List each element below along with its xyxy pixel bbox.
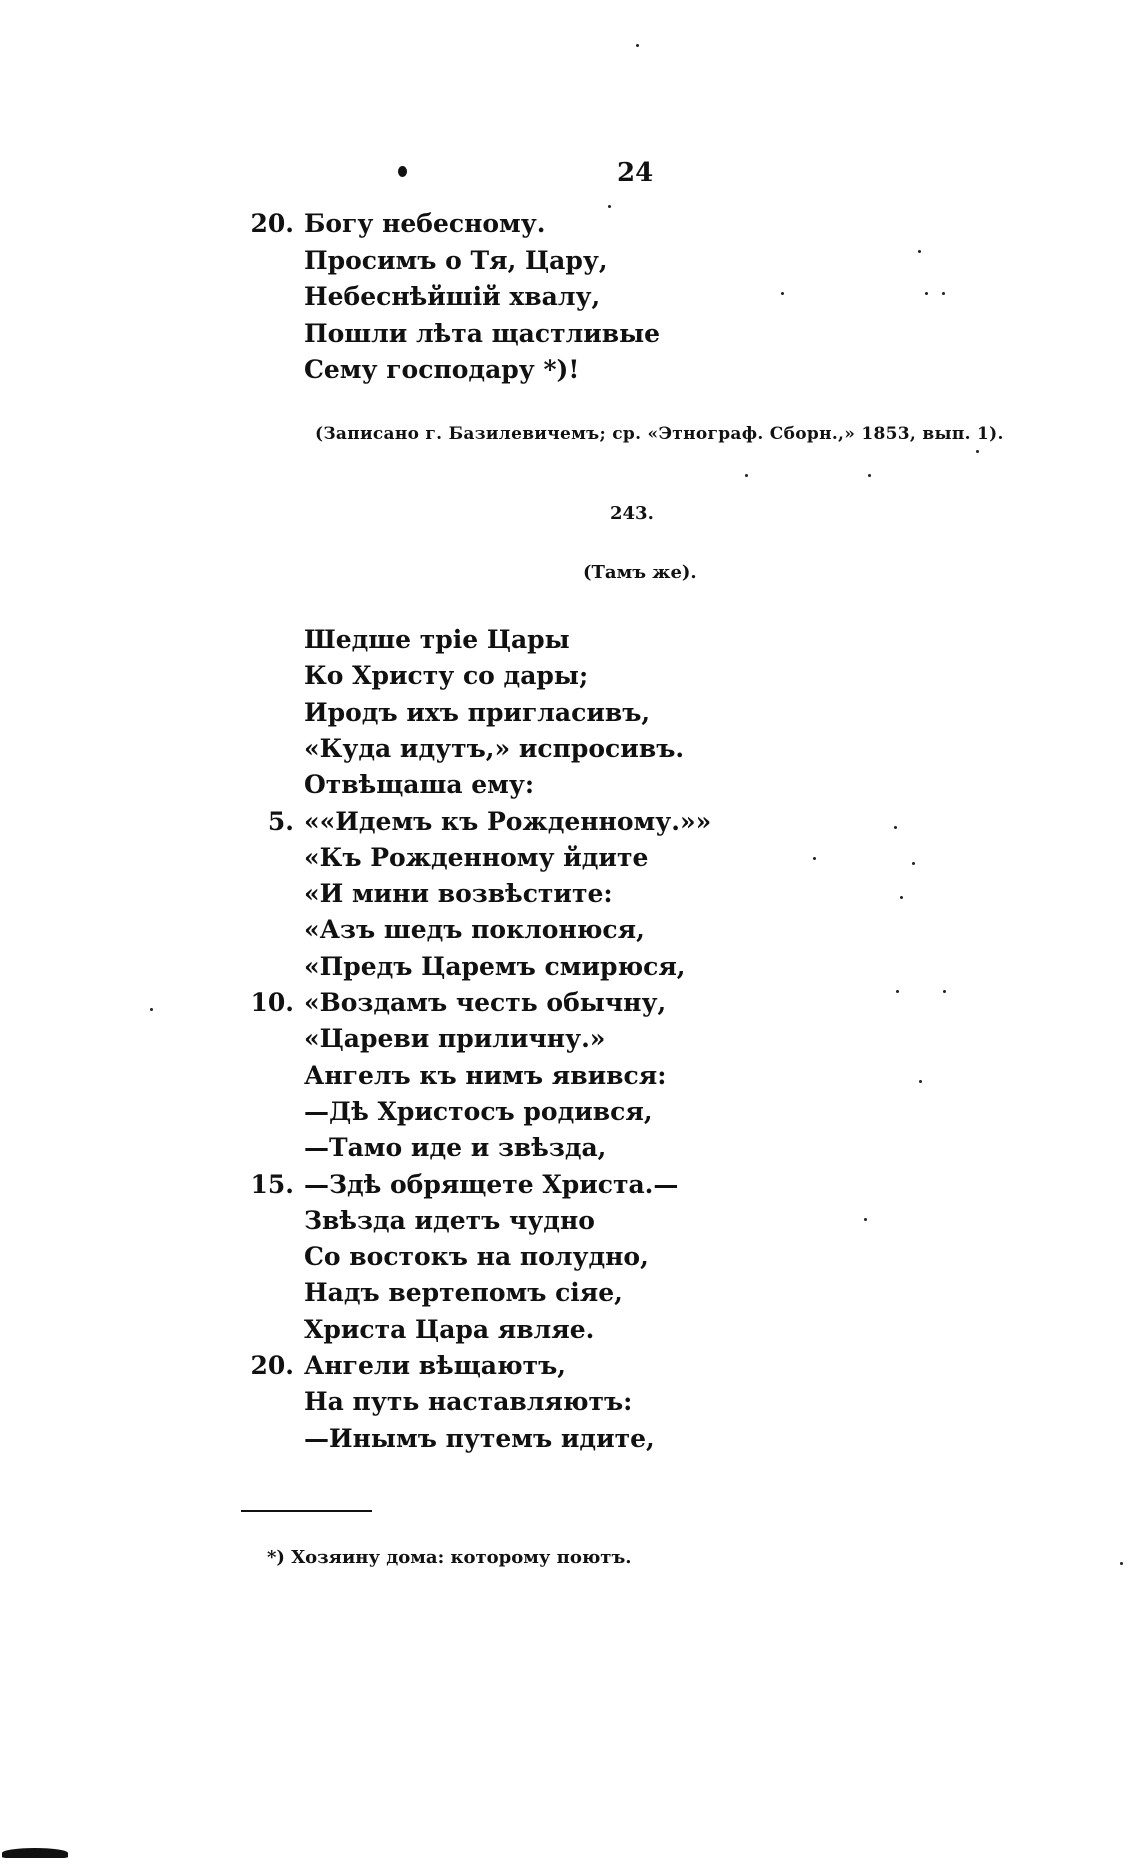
verse-line: «Куда идутъ,» испросивъ. — [304, 733, 685, 763]
verse-line: —Здѣ обрящете Христа.— — [304, 1169, 679, 1199]
speck — [896, 990, 899, 993]
verse-line: Со востокъ на полудно, — [304, 1242, 649, 1272]
verse-line: Ангели вѣщаютъ, — [304, 1351, 566, 1380]
speck — [745, 474, 748, 477]
verse-line-number: 5. — [267, 806, 294, 836]
verse-line: —Дѣ Христосъ родився, — [304, 1096, 653, 1126]
verse-line-number: 10. — [250, 988, 294, 1017]
source-note: (Записано г. Базилевичемъ; ср. «Этнограф. Сборн.,» 1853, вып. 1). — [315, 424, 1004, 444]
song-number: 243. — [610, 503, 654, 524]
verse-line: —Тамо иде и звѣзда, — [304, 1133, 607, 1163]
speck — [912, 862, 915, 865]
verse-line: Пошли лѣта щастливые — [304, 318, 661, 348]
verse-line: Небеснѣйшій хвалу, — [304, 282, 601, 311]
speck — [925, 292, 928, 295]
verse-line: Богу небесному. — [304, 209, 546, 238]
verse-line-number: 15. — [250, 1169, 294, 1199]
ink-smear — [2, 1848, 68, 1858]
verse-line: «Предъ Царемъ смирюся, — [304, 951, 686, 981]
verse-line: «Къ Рожденному йдите — [304, 842, 649, 872]
page-number: 24 — [617, 158, 654, 188]
footnote-rule — [241, 1510, 372, 1512]
footnote: *) Хозяину дома: которому поютъ. — [267, 1547, 632, 1568]
speck — [636, 44, 639, 47]
verse-line: Шедше тріе Цары — [304, 625, 570, 654]
ink-dot — [398, 166, 407, 177]
speck — [918, 250, 921, 253]
verse-line: «Цареви приличну.» — [304, 1024, 606, 1054]
speck — [813, 857, 816, 860]
verse-line: «Азъ шедъ поклонюся, — [304, 915, 645, 945]
verse-line: Иродъ ихъ пригласивъ, — [304, 697, 651, 727]
verse-line: Надъ вертепомъ сіяе, — [304, 1278, 623, 1308]
speck — [942, 292, 945, 295]
verse-line: Отвѣщаша ему: — [304, 770, 535, 800]
speck — [943, 990, 946, 993]
verse-line: Звѣзда идетъ чудно — [304, 1205, 595, 1235]
verse-line: —Инымъ путемъ идите, — [304, 1423, 655, 1453]
verse-line: Христа Цара являе. — [304, 1314, 595, 1344]
speck — [868, 474, 871, 477]
verse-line: На путь наставляютъ: — [304, 1387, 633, 1417]
verse-line: Ко Христу со дары; — [304, 661, 589, 691]
speck — [150, 1008, 153, 1011]
verse-line-number: 20. — [250, 209, 294, 238]
speck — [1120, 1562, 1123, 1565]
speck — [608, 205, 611, 208]
verse-line: Просимъ о Тя, Цару, — [304, 245, 608, 275]
speck — [781, 292, 784, 295]
verse-line-number: 20. — [250, 1351, 294, 1380]
verse-line: Сему господару *)! — [304, 355, 580, 384]
speck — [894, 826, 897, 829]
verse-line: Ангелъ къ нимъ явився: — [304, 1060, 667, 1090]
song-source: (Тамъ же). — [583, 562, 697, 583]
verse-line: «Воздамъ честь обычну, — [304, 988, 667, 1017]
verse-line: «И мини возвѣстите: — [304, 879, 613, 909]
speck — [864, 1218, 867, 1221]
speck — [976, 450, 979, 453]
verse-line: ««Идемъ къ Рожденному.»» — [304, 806, 712, 836]
speck — [900, 896, 903, 899]
speck — [919, 1080, 922, 1083]
